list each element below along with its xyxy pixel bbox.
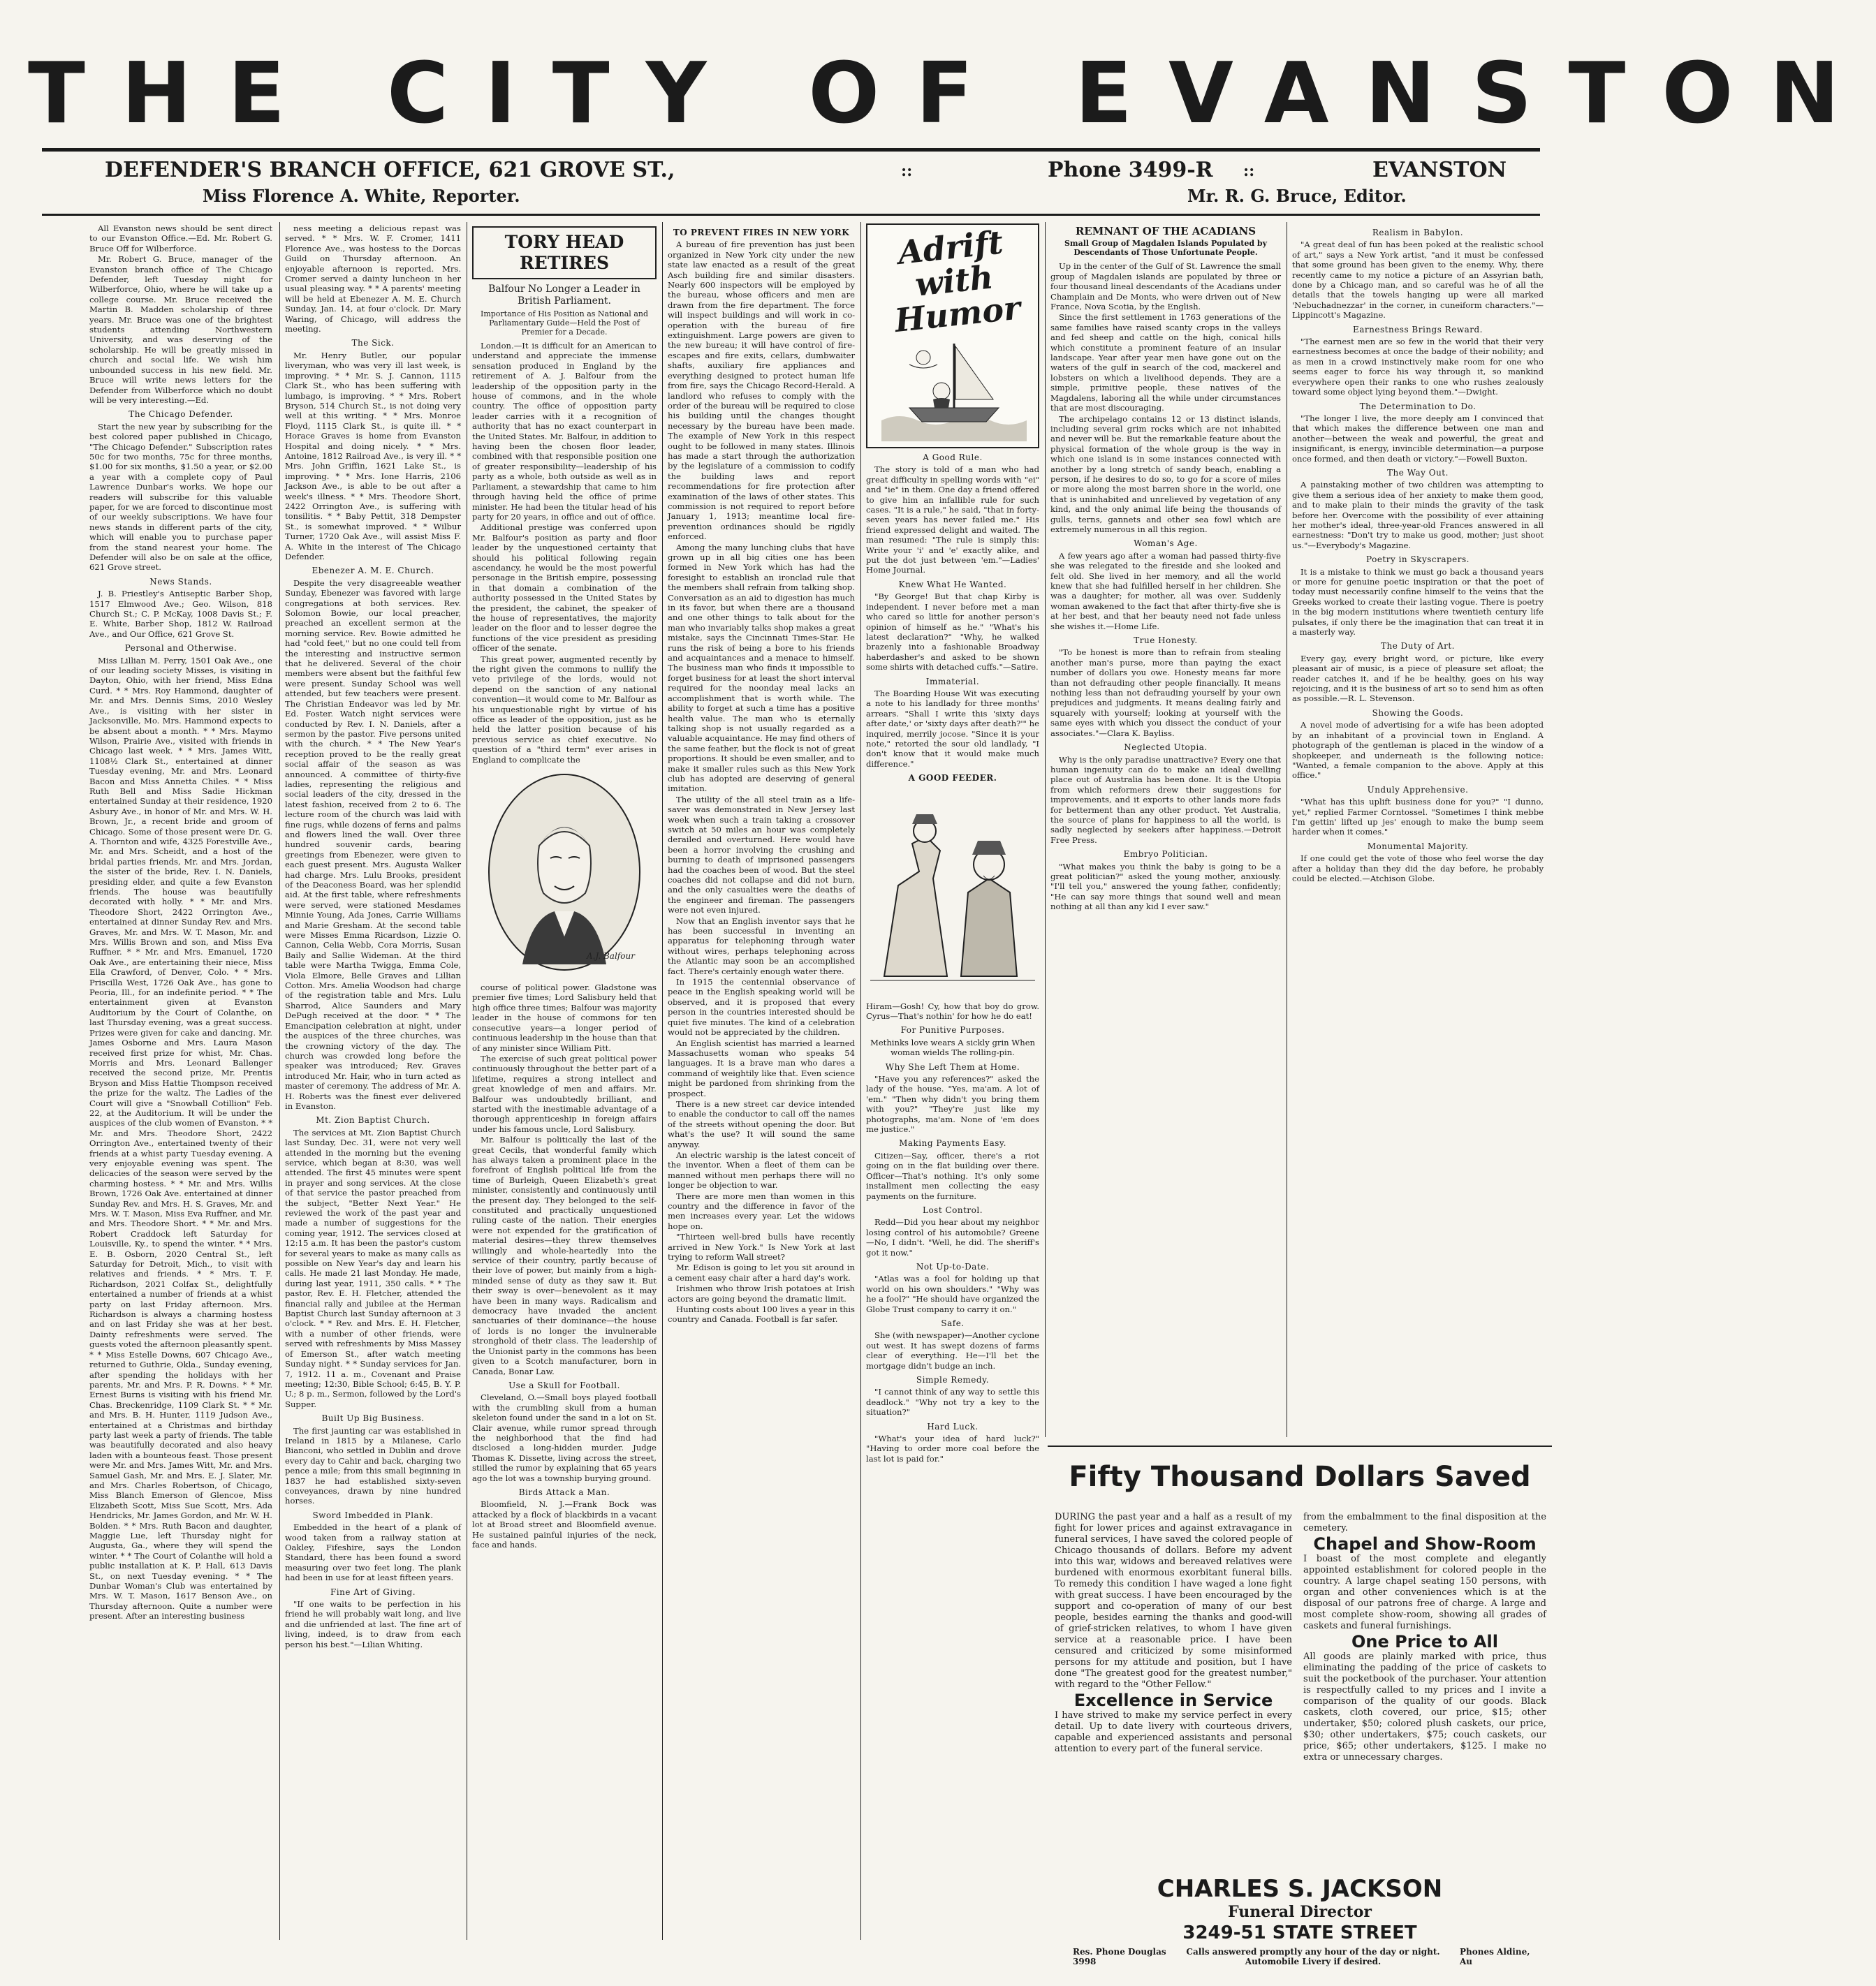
joke-text: Citizen—Say, officer, there's a riot going on in the flat building over there. Officer—That's nothing. It's only some installment men collecting the easy payments on the furniture. <box>866 1150 1039 1201</box>
article-text: Bloomfield, N. J.—Frank Bock was attacked by a flock of blackbirds in a vacant lot at Broad street and Bloomfield avenue. He sustained painful injuries of the neck, face and hands. <box>472 1499 657 1550</box>
section-heading: The Duty of Art. <box>1381 641 1455 652</box>
article-text: Mr. Balfour is politically the last of the great Cecils, that wonderful family which has always taken a prominent place in the forefront of English political life from the time of Burleigh, Queen Elizabeth's great minister, consistently and continuously until the present day. They belonged to the self-constituted and practically unquestioned ruling caste of the nation. Their energies were not expended for the gratification of material desires—they threw themselves willingly and whole-heartedly into the service of their country, partly because of their love of power, but mainly from a high-minded sense of duty as they saw it. But their sway is over—benevolent as it may have been in many ways. Radicalism and democracy have invaded the ancient sanctuaries of their dominance—the house of lords is no longer the invulnerable stronghold of their class. The leadership of the Unionist party in the commons has been given to a Scotch manufacturer, born in Canada, Bonar Law. <box>472 1135 657 1376</box>
editorial-text: The utility of the all steel train as a life-saver was demonstrated in New Jersey last week when such a train taking a crossover switch at 50 miles an hour was completely derailed and overturned. Here would have been a horror involving the crushing and burning to death of imprisoned passengers had the coaches been of wood. But the steel coaches did not collapse and did not burn, and the only casualties were the deaths of the engineer and fireman. The passengers were not even injured. <box>668 794 855 915</box>
editorial-text: An electric warship is the latest conceit of the inventor. When a fleet of them can be manned without men perhaps there will no longer be objection to war. <box>668 1149 855 1191</box>
section-heading: Built Up Big Business. <box>321 1413 425 1424</box>
section-heading: Use a Skull for Football. <box>508 1380 620 1390</box>
editor-credit: Mr. R. G. Bruce, Editor. <box>1187 186 1407 206</box>
joke-text: She (with newspaper)—Another cyclone out west. It has swept dozens of farms clear of everything. He—I'll bet the mortgage didn't budge an inch. <box>866 1330 1039 1371</box>
section-heading: Making Payments Easy. <box>899 1138 1006 1149</box>
ad-heading: Chapel and Show-Room <box>1313 1534 1537 1554</box>
subheadline: Balfour No Longer a Leader in British Parliament. <box>488 284 640 307</box>
section-heading: The Determination to Do. <box>1359 401 1476 411</box>
ad-phones: Phones Aldine, Au <box>1460 1947 1530 1966</box>
humor-banner <box>866 223 1039 448</box>
section-heading: Safe. <box>941 1318 965 1328</box>
section-heading: The Sick. <box>351 338 395 348</box>
editorial-text: Now that an English inventor says that he has been successful in inventing an apparatus for telephoning through water without wires, perhaps telephoning across the Atlantic may soon be an accomplished fact. There's certainly enough water there. <box>668 915 855 976</box>
editorial-text: An English scientist has married a learned Massachusetts woman who speaks 54 languages. It is a brave man who dares a command of weightily like that. Even science might be pardoned from shrinking from the prospect. <box>668 1038 855 1098</box>
editorial-text: Mr. Edison is going to let you sit around in a cement easy chair after a hard day's work. <box>668 1263 855 1283</box>
section-heading: Realism in Babylon. <box>1372 228 1464 237</box>
cartoon-illustration <box>870 788 1035 997</box>
article-text: "To be honest is more than to refrain from stealing another man's purse, more than paying the exact number of dollars you owe. Honesty means far more than not defrauding other people financially. It means nothing less than not defrauding yourself by your own prejudices and judgments. It means dealing fairly and squarely with yourself; looking at yourself with the same eyes with which you dissect the conduct of your associates."—Clara K. Bayliss. <box>1050 647 1281 738</box>
article-text: London.—It is difficult for an American to understand and appreciate the immense sensation produced in England by the retirement of A. J. Balfour from the leadership of the opposition party in the house of commons, and in the whole country. The office of opposition party leader carries with it a recognition of authority that has no exact counterpart in the United States. Mr. Balfour, in addition to having been the chosen floor leader, combined with that responsible position one of greater responsibility—leadership of his party as a whole, both outside as well as in Parliament, a stewardship that came to him through having held the office of prime minister. He had been the titular head of his party for 20 years, in office and out of office. <box>472 341 657 522</box>
column-miscellany <box>1292 223 1544 1432</box>
section-heading: Mt. Zion Baptist Church. <box>316 1115 430 1126</box>
article-text: course of political power. Gladstone was premier five times; Lord Salisbury held that high office three times; Balfour was majority leader in the house of commons for ten consecutive years—a longer period of continuous leadership in the house than that of any minister since William Pitt. <box>472 983 657 1053</box>
editorial-text: "Thirteen well-bred bulls have recently arrived in New York." Is New York at last trying to reform Wall street? <box>668 1232 855 1263</box>
article-text: Embedded in the heart of a plank of wood taken from a railway station at Oakley, Fifeshire, says the London Standard, there has been found a sword measuring over two feet long. The plank had been in use for at least fifteen years. <box>285 1522 461 1583</box>
joke-text: "Have you any references?" asked the lady of the house. "Yes, ma'am. A lot of 'em." "Then why didn't you bring them with you?" "They're just like my photographs, ma'am. None of 'em does me justice." <box>866 1074 1039 1135</box>
separator: :: <box>1243 162 1255 180</box>
ad-address: 3249-51 STATE STREET <box>1182 1922 1417 1943</box>
column-acadians <box>1050 223 1281 1432</box>
section-heading: True Honesty. <box>1134 635 1198 646</box>
ad-heading: Excellence in Service <box>1073 1691 1273 1710</box>
headline-tory: TORY HEAD RETIRES <box>472 226 657 279</box>
article-text: Cleveland, O.—Small boys played football with the crumbling skull from a human skeleton found under the sand in a lot on St. Clair avenue, while rumor spread through the neighborhood that the find had disclosed a long-hidden murder. Judge Thomas K. Dissette, living across the street, stilled the rumor by explaining that 65 years ago the lot was a township burying ground. <box>472 1392 657 1483</box>
section-heading: Fine Art of Giving. <box>330 1587 416 1597</box>
phone-number: Phone 3499-R <box>1048 158 1213 182</box>
section-heading: The Chicago Defender. <box>129 409 233 420</box>
column-rule <box>662 222 663 1940</box>
section-heading: Birds Attack a Man. <box>518 1487 610 1497</box>
ad-left-column <box>1055 1512 1292 1875</box>
ad-heading: One Price to All <box>1351 1632 1498 1652</box>
joke-text: "What's your idea of hard luck?" "Having to order more coal before the last lot is paid for." <box>866 1434 1039 1464</box>
column-humor <box>866 223 1039 1948</box>
joke-text: The Boarding House Wit was executing a note to his landlady for three months' arrears. "Shall I write this 'sixty days after date,' or 'sixty days after death?'" he inquired, merrily jocose. "Since it is your note," retorted the sour old landlady, "I don't know that it would make much difference." <box>866 688 1039 769</box>
editorial-text: A bureau of fire prevention has just been organized in New York city under the new state law enacted as a result of the great Asch building fire and similar disasters. Nearly 600 inspectors will be employed by the bureau, whose officers and men are drawn from the fire department. The force will inspect buildings and will work in co-operation with the bureau of fire extinguishment. Large powers are given to the new bureau; it will have control of fire-escapes and fire exits, cellars, dumbwaiter shafts, auxiliary fire appliances and everything designed to protect human life from fire, says the Chicago Record-Herald. A landlord who refuses to comply with the order of the bureau will be required to close his building until the changes thought necessary by the bureau have been made. The example of New York in this respect ought to be followed in many states. Illinois has made a start through the authorization by the legislature of a commission to codify the building laws and report recommendations for fire protection after examination of the laws of other states. This commission is not required to report before January 1, 1913; meantime local fire-prevention ordinances should be rigidly enforced. <box>668 240 855 542</box>
editorial-text: In 1915 the centennial observance of peace in the English speaking world will be observed, and it is proposed that every person in the countries interested should be quiet five minutes. The kind of a celebration would not be appreciated by the children. <box>668 977 855 1038</box>
section-heading: Hard Luck. <box>927 1421 979 1432</box>
article-text: Mr. Robert G. Bruce, manager of the Evanston branch office of The Chicago Defender, left Tuesday night for Wilberforce, Ohio, where he will take up a college course. Mr. Bruce received the Martin B. Madden scholarship of three years. Mr. Bruce was one of the brightest students attending Northwestern University, and was deserving of the scholarship. He will be greatly missed in church and social life. We wish him unbounded success in his new field. Mr. Bruce will write news letters for the Defender from Wilberforce which no doubt will be very interesting.—Ed. <box>89 254 272 405</box>
ad-residence-phone: Res. Phone Douglas 3998 <box>1073 1947 1166 1966</box>
subhead-rule <box>42 214 1540 216</box>
column-rule <box>860 222 861 1940</box>
section-heading: Sword Imbedded in Plank. <box>312 1510 434 1520</box>
balfour-portrait <box>482 769 647 978</box>
notice-text: All Evanston news should be sent direct to our Evanston Office.—Ed. Mr. Robert G. Bruce Off for Wilberforce. <box>89 223 272 253</box>
editorial-text: Among the many lunching clubs that have grown up in all big cities one has been formed in New York which has had the foresight to establish an ironclad rule that the members shall refrain from talking shop. Conversation as an aid to digestion has much in its favor, but when there are a thousand and one other things to talk about for the man who invariably talks shop makes a great mistake, says the Cincinnati Times-Star. He runs the risk of being a bore to his friends and acquaintances and a menace to himself. The business man who finds it impossible to forget business for at least the short interval required for the noonday meal lacks an accomplishment that is worth while. The ability to forget at such a time has a positive health value. The man who is eternally talking shop is not usually regarded as a valuable acquaintance. He may find others of the same feather, but the flock is not of great proportions. It should be even smaller, and to make it smaller rules such as this New York club has adopted are deserving of general imitation. <box>668 542 855 794</box>
section-heading: Lost Control. <box>922 1205 983 1215</box>
section-heading: Simple Remedy. <box>916 1375 990 1385</box>
cartoon-caption: Hiram—Gosh! Cy, how that boy do grow. Cyrus—That's nothin' for how he do eat! <box>866 1001 1039 1021</box>
article-text: Up in the center of the Gulf of St. Lawrence the small group of Magdalen islands are populated by three or four thousand lineal descendants of the Acadians under Champlain and De Monts, who were driven out of New France, Nova Scotia, by the English. <box>1050 261 1281 312</box>
city-name: EVANSTON <box>1372 158 1507 182</box>
article-text: A novel mode of advertising for a wife has been adopted by an inhabitant of a provincial town in England. A photograph of the gentleman is placed in the window of a shopkeeper, and underneath is the following notice: "Wanted, a female companion to the above. Apply at this office." <box>1292 720 1544 781</box>
column-editorials <box>668 223 855 1948</box>
article-text: Miss Lillian M. Perry, 1501 Oak Ave., one of our leading society Misses, is visiting in Dayton, Ohio, with her friend, Miss Edna Curd. * * Mrs. Roy Hammond, daughter of Mr. and Mrs. Dennis Sims, 2010 Wesley Ave., is visiting with her sister in Jacksonville, Mo. Mrs. Hammond expects to be absent about a month. * * Mrs. Maymo Wilson, Prairie Ave., visited with friends in Chicago last week. * * Mrs. James Witt, 1108½ Clark St., entertained at dinner Tuesday evening, Mr. and Mrs. Leonard Bacon and Miss Annetta Chiles. * * Miss Ruth Bell and Miss Sadie Hickman entertained Sunday at their residence, 1920 Asbury Ave., in honor of Mr. and Mrs. W. H. Brown, Jr., a recent bride and groom of Chicago. Some of those present were Dr. G. A. Thornton and wife, 4325 Forestville Ave., Mr. and Mrs. Scheidt, and a host of the bridal parties friends, Mr. and Mrs. Jordan, the sister of the bride, Rev. I. N. Daniels, presiding elder, and quite a few Evanston friends. The house was beautifully decorated with holly. * * Mr. and Mrs. Theodore Short, 2422 Orrington Ave., entertained at dinner Sunday Rev. and Mrs. Graves, Mr. and Mrs. W. T. Mason, Mr. and Mrs. Willis Brown and son, and Miss Eva Ruffner. * * Mr. and Mrs. Emanuel, 1720 Oak Ave., are entertaining their niece, Miss Ella Crawford, of Denver, Colo. * * Mrs. Priscilla West, 1726 Oak Ave., has gone to Peoria, Ill., for an indefinite period. * * The entertainment given at Evanston Auditorium by the Court of Colanthe, on last Thursday evening, was a great success. Prizes were given for cake and dancing. Mr. James Osborne and Mrs. Laura Mason received first prize for whist, Mr. Chas. Morris and Mrs. Leonard Ballenger received the second prize, Mr. Prentis Bryson and Miss Hattie Thompson received the prize for the waltz. The Ladies of the Court will give a "Snowball Cotillion" Feb. 22, at the Auditorium. It will be under the auspices of the club women of Evanston. * * Mr. and Mrs. Theodore Short, 2422 Orrington Ave., entertained twenty of their friends at a whist party Tuesday evening. A very enjoyable evening was spent. The delicacies of the season were served by the charming hostess. * * Mr. and Mrs. Willis Brown, 1726 Oak Ave. entertained at dinner Sunday Rev. and Mrs. H. S. Graves, Mr. and Mrs. W. T. Mason, Miss Eva Ruffner, and Mr. and Mrs. Theodore Short. * * Mr. and Mrs. Robert Craddock left Saturday for Louisville, Ky., to spend the winter. * * Mrs. E. B. Osborn, 2020 Central St., left Saturday for Detroit, Mich., to visit with relatives and friends. * * Mrs. T. F. Richardson, 2021 Colfax St., delightfully entertained a number of friends at a whist party on last Friday afternoon. Mrs. Richardson is always a charming hostess and on last Friday she was at her best. Dainty refreshments were served. The guests voted the afternoon pleasantly spent. * * Miss Estelle Downs, 607 Chicago Ave., returned to Guthrie, Okla., Sunday evening, after spending the holidays with her parents, Mr. and Mrs. P. R. Downs. * * Mr. Ernest Burns is visiting with his friend Mr. Chas. Breckenridge, 1109 Clark St. * * Mr. and Mrs. B. H. Hunter, 1119 Judson Ave., entertained at a Christmas and birthday party last week a party of friends. The table was beautifully decorated and also heavy laden with a bounteous feast. Those present were Mr. and Mrs. James Witt, Mr. and Mrs. Samuel Gash, Mr. and Mrs. E. J. Slater, Mr. and Mrs. Charles Robertson, of Chicago, Miss Blanch Emerson of Glencoe, Miss Elizabeth Scott, Miss Sue Scott, Mrs. Ada Hendricks, Mr. James Gordon, and Mr. W. H. Bolden. * * Mrs. Ruth Bacon and daughter, Maggie Lue, left Thursday night for Augusta, Ga., where they will spend the winter. * * The Court of Colanthe will hold a public installation at K. P. Hall, 613 Davis St., on next Tuesday evening. * * The Dunbar Woman's Club was entertained by Mrs. W. T. Mason, 1617 Benson Ave., on Thursday afternoon. Quite a number were present. After an interesting business <box>89 655 272 1621</box>
article-text: A painstaking mother of two children was attempting to give them a serious idea of her anxiety to make them good, and to make plain to their minds the gravity of the task before her. Overcome with the possibility of ever attaining her mother's ideal, three-year-old Frances answered in all earnestness: "Don't try to make us good, mother; just shoot us."—Everybody's Magazine. <box>1292 480 1544 550</box>
article-text: The archipelago contains 12 or 13 distinct islands, including several grim rocks which are not inhabited and never will be. But the remarkable feature about the physical formation of the whole group is the way in which one island is in some instances connected with another by a long stretch of sandy beach, enabling a person, if he desires to do so, to go for a score of miles or more along the most barren shore in the world, one that is uninhabited and unrelieved by vegetation of any kind, and the only animal life being the thousands of gulls, terns, gannets and other sea fowl which are extremely numerous in all this region. <box>1050 413 1281 534</box>
article-text: Additional prestige was conferred upon Mr. Balfour's position as party and floor leader by the unquestioned certainty that should his political following regain ascendancy, he would be the most powerful personage in the British empire, possessing in that domain a combination of the authority possessed in the United States by the president, the cabinet, the speaker of the house of representatives, the majority leader on the floor and to lesser degree the functions of the vice president as presiding officer of the senate. <box>472 522 657 654</box>
article-text: "What makes you think the baby is going to be a great politician?" asked the young mother, anxiously. "I'll tell you," answered the young father, confidently; "He can say more things that sound well and mean nothing at all than any kid I ever saw." <box>1050 861 1281 912</box>
section-heading: Knew What He Wanted. <box>898 579 1007 589</box>
masthead-rule <box>42 148 1540 152</box>
editorial-text: Irishmen who throw Irish potatoes at Irish actors are going beyond the dramatic limit. <box>668 1283 855 1304</box>
ad-headline: Fifty Thousand Dollars Saved <box>1069 1461 1531 1493</box>
article-text: Despite the very disagreeable weather Sunday, Ebenezer was favored with large congregations at both services. Rev. Solomon Bowie, our local preacher, preached an excellent sermon at the morning service. Rev. Bowie admitted he had "cold feet," but no one could tell from the interesting and instructive sermon that he delivered. Several of the choir members were absent but the faithful few were present. Sunday School was well attended, but few teachers were present. The Christian Endeavor was led by Mr. Ed. Foster. Watch night services were conducted by Rev. I. N. Daniels, after a sermon by the pastor. Five persons united with the church. * * The New Year's reception proved to be the really great social affair of the season as was announced. A committee of thirty-five ladies, representing the religious and social leaders of the city, dressed in the latest fashion, received from 2 to 6. The lecture room of the church was laid with fine rugs, while dozens of ferns and palms and flowers lined the wall. Over three hundred souvenir cards, bearing greetings from Ebenezer, were given to each guest present. Mrs. Augusta Walker had charge. Mrs. Lulu Brooks, president of the Deaconess Board, was her splendid aid. At the first table, where refreshments were served, were stationed Mesdames Minnie Young, Ada Jones, Carrie Williams and Marie Gresham. At the second table were Misses Emma Ricardson, Lizzie O. Cannon, Celia Webb, Cora Morris, Susan Baily and Sallie Wideman. At the third table were Martha Twigga, Emma Cole, Viola Elmore, Belle Graves and Lillian Cotton. Mrs. Amelia Woodson had charge of the registration table and Mrs. Lulu Sharrod, Alice Saunders and Mary DePugh received at the door. * * The Emancipation celebration at night, under the auspices of the three churches, was the crowning victory of the day. The church was crowded long before the speaker was introduced; Rev. Graves introduced Mr. Hair, who in turn acted as master of ceremony. The address of Mr. A. H. Roberts was the finest ever delivered in Evanston. <box>285 578 461 1111</box>
section-heading: Why She Left Them at Home. <box>885 1061 1020 1072</box>
branch-office: DEFENDER'S BRANCH OFFICE, 621 GROVE ST., <box>105 158 675 182</box>
article-text: Mr. Henry Butler, our popular liveryman, who was very ill last week, is improving. * * Mr. S. J. Cannon, 1115 Clark St., who has been suffering with lumbago, is improving. * * Mrs. Robert Bryson, 514 Church St., is not doing very well at this writing. * * Mrs. Monroe Floyd, 1115 Clark St., is quite ill. * * Horace Graves is home from Evanston Hospital and doing nicely. * * Mrs. Antoine, 1812 Railroad Ave., is very ill. * * Mrs. John Griffin, 1621 Lake St., is improving. * * Mrs. Ione Harris, 2106 Jackson Ave., is able to be out after a week's illness. * * Mrs. Theodore Short, 2422 Orrington Ave., is suffering with tonsilitis. * * Baby Pettit, 318 Dempster St., is somewhat improved. * * Wilbur Turner, 1720 Oak Ave., will assist Miss F. A. White in the interest of The Chicago Defender. <box>285 350 461 561</box>
article-text: Every gay, every bright word, or picture, like every pleasant air of music, is a piece of pleasure set afloat; the reader catches it, and if he be healthy, goes on his way rejoicing, and it is the business of art so to send him as often as possible.—R. L. Stevenson. <box>1292 653 1544 704</box>
masthead-title: THE CITY OF EVANSTON <box>28 45 1876 142</box>
ad-name: CHARLES S. JACKSON <box>1157 1875 1443 1903</box>
article-text: The exercise of such great political power continuously throughout the better part of a lifetime, requires a strong intellect and great knowledge of men and affairs. Mr. Balfour was undoubtedly brilliant, and started with the inestimable advantage of a thorough apprenticeship in foreign affairs under his famous uncle, Lord Salisbury. <box>472 1053 657 1134</box>
article-text: The first jaunting car was established in Ireland in 1815 by a Milanese, Carlo Bianconi, who settled in Dublin and drove every day to Cahir and back, charging two pence a mile; from this small beginning in 1837 he had established sixty-seven conveyances, drawn by nine hundred horses. <box>285 1425 461 1506</box>
ad-text: All goods are plainly marked with price, thus eliminating the padding of the price of caskets to suit the pocketbook of the purchaser. Your attention is respectfully called to my prices and I invite a comparison of the quality of our goods. Black caskets, cloth covered, our price, $15; other undertaker, $50; colored plush caskets, our price, $30; other undertakers, $75; couch caskets, our price, $65; other undertakers, $125. I make no extra or unnecessary charges. <box>1303 1652 1546 1763</box>
column-church-news <box>285 223 461 1948</box>
separator: :: <box>901 162 913 180</box>
column-tory-head <box>472 223 657 1948</box>
section-heading: The Way Out. <box>1387 467 1449 478</box>
article-text: Start the new year by subscribing for the best colored paper published in Chicago, "The Chicago Defender." Subscription rates 50c for two months, 75c for three months, $1.00 for six months, $1.50 a year, or $2.00 a year with a complete copy of Paul Lawrence Dunbar's works. We hope our readers will subscribe for this valuable paper, for we are forced to discontinue most of our weekly subscriptions. We have four news stands in different parts of the city, which will enable you to purchase paper from the stand nearest your home. The Defender will also be on sale at the office, 621 Grove street. <box>89 421 272 573</box>
ad-text: DURING the past year and a half as a result of my fight for lower prices and against extravagance in funeral services, I have saved the colored people of Chicago thousands of dollars. Before my advent into this war, widows and bereaved relatives were burdened with enormous exorbitant funeral bills. To remedy this condition I have waged a lone fight with great success. I have been encouraged by the support and co-operation of many of our best people, besides earning the thanks and good-will of grief-stricken relatives, to whom I have given service at a reasonable price. I have been censured and criticized by some misinformed persons for my attitude and position, but I have done "The greatest good for the greatest number," with regard to the "Other Fellow." <box>1055 1512 1292 1690</box>
column-evanston-news <box>89 223 272 1948</box>
section-heading: Poetry in Skyscrapers. <box>1366 554 1470 565</box>
editorial-text: There is a new street car device intended to enable the conductor to call off the names of the streets without opening the door. But what's the use? It will sound the same anyway. <box>668 1098 855 1149</box>
ad-footer: Calls answered promptly any hour of the day or night. Automobile Livery if desired. <box>1186 1947 1440 1966</box>
article-text: "A great deal of fun has been poked at the realistic school of art," says a New York artist, "and it must be confessed that some ground has been given to the enemy. Why, there recently came to my notice a picture of an Assyrian bath, done by a Chicago man, and so careful was he of all the details that the towels hanging up were all marked 'Nebuchadnezzar' in the corner, in cuneiform characters."—Lippincott's Magazine. <box>1292 240 1544 321</box>
section-heading: Not Up-to-Date. <box>916 1261 990 1272</box>
article-text: "What has this uplift business done for you?" "I dunno, yet," replied Farmer Corntossel. "Sometimes I think mebbe I'm gettin' lifted up jes' enough to make the bump seem harder when it comes." <box>1292 797 1544 837</box>
article-text: This great power, augmented recently by the right given the commons to nullify the veto privilege of the lords, would not depend on the sanction of any national convention—it would come to Mr. Balfour as his unquestionable right by virtue of his office as leader of the opposition, just as he held the latter position because of his previous service as chief executive. No question of a "third term" ever arises in England to complicate the <box>472 654 657 765</box>
ad-text: I boast of the most complete and elegantly appointed establishment for colored people in the country. A large chapel seating 150 persons, with organ and other conveniences which is at the disposal of our patrons free of charge. A large and most complete show-room, showing all grades of caskets and funeral furnishings. <box>1303 1554 1546 1631</box>
ad-role: Funeral Director <box>1228 1903 1372 1921</box>
humor-title: Adrift with Humor <box>893 223 1023 340</box>
joke-text: The story is told of a man who had great difficulty in spelling words with "ei" and "ie" in them. One day a friend offered to give him an infallible rule for such cases. "It is a rule," he said, "that in forty-seven years has never failed me." His friend expressed delight and waited. The man resumed: "The rule is simply this: Write your 'i' and 'e' exactly alike, and put the dot just between 'em."—Ladies' Home Journal. <box>866 464 1039 575</box>
headline-acadians: REMNANT OF THE ACADIANS <box>1075 225 1256 237</box>
ad-text: I have strived to make my service perfect in every detail. Up to date livery with courteous drivers, capable and experienced assistants and personal attention to every part of the funeral service. <box>1055 1710 1292 1754</box>
section-heading: Embryo Politician. <box>1123 849 1208 860</box>
article-text: "If one waits to be perfection in his friend he will probably wait long, and live and die unfriended at last. The fine art of living, indeed, is to draw from each person his best."—Lilian Whiting. <box>285 1599 461 1649</box>
section-heading: Neglected Utopia. <box>1124 742 1208 753</box>
article-text: ness meeting a delicious repast was served. * * Mrs. W. F. Cromer, 1411 Florence Ave., was hostess to the Dorcas Guild on Thursday afternoon. An enjoyable afternoon is reported. Mrs. Cromer served a dainty luncheon in her usual pleasing way. * * A parents' meeting will be held at Ebenezer A. M. E. Church Sunday, Jan. 14, at four o'clock. Dr. Mary Waring, of Chicago, will address the meeting. <box>285 223 461 334</box>
joke-text: Redd—Did you hear about my neighbor losing control of his automobile? Greene—No, I didn't. "Well, he did. The sheriff's got it now." <box>866 1217 1039 1258</box>
joke-text: "I cannot think of any way to settle this deadlock." "Why not try a key to the situation?" <box>866 1387 1039 1418</box>
editorial-text: There are more men than women in this country and the difference in favor of the men increases every year. Let the widows hope on. <box>668 1191 855 1231</box>
section-heading: News Stands. <box>149 576 212 587</box>
editorial-text: Hunting costs about 100 lives a year in this country and Canada. Football is far safer. <box>668 1304 855 1325</box>
joke-text: "By George! But that chap Kirby is independent. I never before met a man who cared so little for another person's opinion of himself as he." "What's his latest declaration?" "Why, he walked brazenly into a fashionable Broadway haberdasher's and asked to be shown some shirts with detached cuffs."—Satire. <box>866 591 1039 672</box>
section-heading: Immaterial. <box>925 676 980 686</box>
article-text: The services at Mt. Zion Baptist Church last Sunday, Dec. 31, were not very well attended in the morning but the evening service, which began at 8:30, was well attended. The first 45 minutes were spent in prayer and song services. At the close of that service the pastor preached from the subject, "Better Next Year." He reviewed the work of the past year and made a number of suggestions for the coming year, 1912. The services closed at 12:15 a.m. It has been the pastor's custom for several years to make as many calls as possible on New Year's day and learn his calls. He made 21 last Monday. He made, during last year, 1911, 350 calls. * * The pastor, Rev. E. H. Fletcher, attended the financial rally and jubilee at the Herman Baptist Church last Sunday afternoon at 3 o'clock. * * Rev. and Mrs. E. H. Fletcher, with a number of other friends, were served with refreshments by Miss Massey of Emerson St., after watch meeting Sunday night. * * Sunday services for Jan. 7, 1912. 11 a. m., Covenant and Praise meeting; 12:30, Bible School; 6:45, B. Y. P. U.; 8 p. m., Sermon, followed by the Lord's Supper. <box>285 1127 461 1409</box>
column-rule <box>1045 222 1046 1437</box>
article-text: It is a mistake to think we must go back a thousand years or more for genuine poetic inspiration or that the poet of today must necessarily confine himself to the veins that the Greeks worked to create their lasting vogue. There is poetry in the big modern institutions where twentieth century life pulsates, if only there be the imagination that can treat it in a masterly way. <box>1292 566 1544 638</box>
section-heading: A GOOD FEEDER. <box>908 773 997 784</box>
ad-text: from the embalmment to the final disposition at the cemetery. <box>1303 1512 1546 1533</box>
joke-text: "Atlas was a fool for holding up that world on his own shoulders." "Why was he a fool?" "He should have organized the Globe Trust company to carry it on." <box>866 1274 1039 1314</box>
article-text: "The longer I live, the more deeply am I convinced that that which makes the difference between one man and another—between the weak and powerful, the great and insignificant, is energy, invincible determination—a purpose once formed, and then death or victory."—Fowell Buxton. <box>1292 413 1544 464</box>
section-heading: Woman's Age. <box>1134 538 1198 549</box>
article-text: Why is the only paradise unattractive? Every one that human ingenuity can do to make an ideal dwelling place out of Australia has been done. It is the Utopia from which reformers drew their suggestions for improvements, and it exports to other lands more fads for betterment than any other product. Yet Australia, the source of plans for happiness to all the world, is sadly neglected by seekers after happiness.—Detroit Free Press. <box>1050 754 1281 845</box>
reporter-credit: Miss Florence A. White, Reporter. <box>203 186 520 206</box>
article-text: J. B. Priestley's Antiseptic Barber Shop, 1517 Elmwood Ave.; Geo. Wilson, 818 Church St.; C. P. McKay, 1008 Davis St.; F. E. White, Barber Shop, 1812 W. Railroad Ave., and Our Office, 621 Grove St. <box>89 589 272 639</box>
section-heading: Unduly Apprehensive. <box>1367 784 1469 795</box>
article-text: A few years ago after a woman had passed thirty-five she was relegated to the fireside and she looked and felt old. She lived in her memory, and all the world knew that she had fulfilled herself in her children. She was a daughter; for mother, all was over. Suddenly woman awakened to the fact that after thirty-five she is at her best, and that her beauty need not fade unless she wishes it.—Home Life. <box>1050 550 1281 631</box>
deck-text: Importance of His Position as National and Parliamentary Guide—Held the Post of Premier for a Decade. <box>480 309 649 337</box>
column-rule <box>279 222 280 1940</box>
section-heading: Ebenezer A. M. E. Church. <box>312 566 434 576</box>
section-heading: Monumental Majority. <box>1367 841 1469 851</box>
article-text: If one could get the vote of those who feel worse the day after a holiday than they did the day before, he probably could be elected.—Atchison Globe. <box>1292 853 1544 883</box>
ad-top-rule <box>1048 1446 1552 1447</box>
section-heading: TO PREVENT FIRES IN NEW YORK <box>673 228 850 237</box>
section-heading: For Punitive Purposes. <box>900 1025 1005 1036</box>
section-heading: Personal and Otherwise. <box>124 643 237 654</box>
section-heading: Showing the Goods. <box>1372 707 1464 718</box>
section-heading: A Good Rule. <box>923 453 983 462</box>
ad-right-column <box>1303 1512 1546 1875</box>
poem-text: Methinks love wears A sickly grin When woman wields The rolling-pin. <box>870 1037 1036 1058</box>
deck-text: Small Group of Magdalen Islands Populated by Descendants of Those Unfortunate People. <box>1064 239 1267 258</box>
section-heading: Earnestness Brings Reward. <box>1353 324 1483 334</box>
portrait-label: A.J. Balfour <box>587 951 635 962</box>
boat-illustration <box>881 330 1027 441</box>
article-text: "The earnest men are so few in the world that their very earnestness becomes at once the badge of their nobility; and as men in a crowd instinctively make room for one who seems eager to force his way through it, so mankind everywhere open their ranks to one who rushes zealously toward some object lying beyond them."—Dwight. <box>1292 337 1544 397</box>
article-text: Since the first settlement in 1763 generations of the same families have raised scanty crops in the valleys and fed sheep and cattle on the high, conical hills which constitute a prominent feature of an insular landscape. Year after year men have gone out on the waters of the gulf in search of the cod, mackerel and lobsters on which a livelihood depends. They are a simple, primitive people, these natives of the Magdalens, laboring all the while under circumstances that are most discouraging. <box>1050 312 1281 413</box>
